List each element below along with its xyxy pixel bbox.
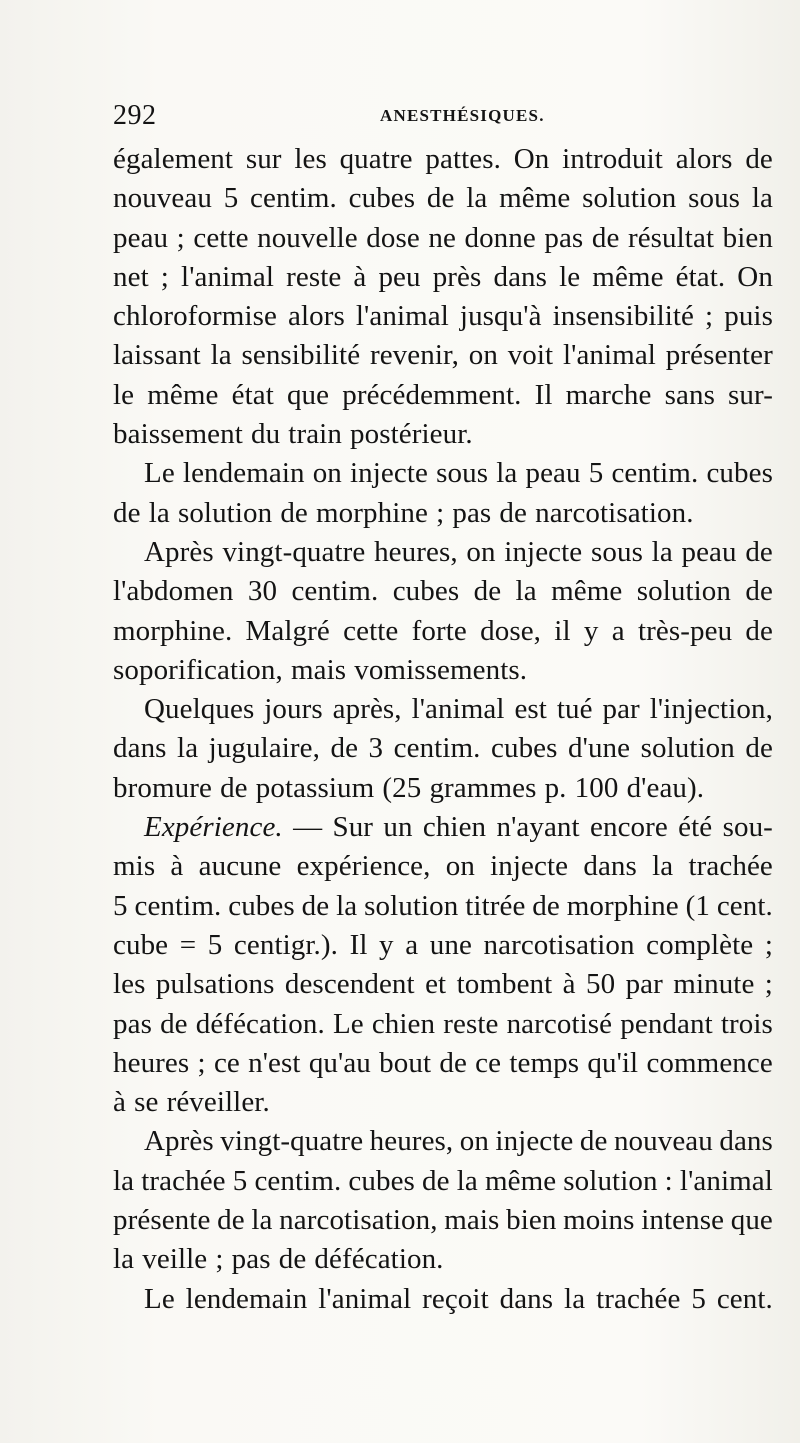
running-head: ANESTHÉSIQUES. xyxy=(380,106,545,125)
text-line: l'abdomen 30 centim. cubes de la même solution de xyxy=(113,575,773,608)
text-line: Quelques jours après, l'animal est tué par l'injection, xyxy=(144,693,773,726)
text-line: également sur les quatre pattes. On introduit alors de xyxy=(113,143,773,175)
text-line: baissement du train postérieur. xyxy=(113,418,473,451)
page-header xyxy=(113,98,773,134)
text-line: pas de défécation. Le chien reste narcotisé pendant trois xyxy=(113,1007,773,1040)
text-line: chloroformise alors l'animal jusqu'à insensibilité ; puis xyxy=(113,300,773,333)
text-line: net ; l'animal reste à peu près dans le même état. On xyxy=(113,260,773,293)
page-number: 292 xyxy=(113,100,157,131)
text-line: 5 centim. cubes de la solution titrée de morphine (1 cent. xyxy=(113,889,773,922)
text-line: bromure de potassium (25 grammes p. 100 d'eau). xyxy=(113,771,705,804)
text-line: heures ; ce n'est qu'au bout de ce temps qu'il commence xyxy=(113,1046,773,1079)
text-line: dans la jugulaire, de 3 centim. cubes d'une solution de xyxy=(113,732,773,765)
text-line: Expérience. — Sur un chien n'ayant encore été sou- xyxy=(144,811,773,844)
text-line: de la solution de morphine ; pas de narcotisation. xyxy=(113,496,694,529)
text-line: Le lendemain l'animal reçoit dans la trachée 5 cent. xyxy=(144,1282,773,1315)
text-line: les pulsations descendent et tombent à 50 par minute ; xyxy=(113,968,773,1001)
text-line: la trachée 5 centim. cubes de la même solution : l'animal xyxy=(113,1164,773,1197)
text-line: morphine. Malgré cette forte dose, il y a très-peu de xyxy=(113,614,773,647)
text-line: Après vingt-quatre heures, on injecte sous la peau de xyxy=(144,535,773,568)
text-line: Après vingt-quatre heures, on injecte de nouveau dans xyxy=(144,1125,773,1158)
text-line: soporification, mais vomissements. xyxy=(113,653,528,686)
text-line: Le lendemain on injecte sous la peau 5 centim. cubes xyxy=(144,457,773,490)
text-line: nouveau 5 centim. cubes de la même solution sous la xyxy=(113,182,773,215)
body-text xyxy=(113,140,773,1319)
text-line: laissant la sensibilité revenir, on voit l'animal présenter xyxy=(113,339,773,372)
text-line: peau ; cette nouvelle dose ne donne pas de résultat bien xyxy=(113,221,773,254)
text-line: mis à aucune expérience, on injecte dans la trachée xyxy=(113,850,773,883)
text-line: le même état que précédemment. Il marche sans sur- xyxy=(113,378,773,411)
text-line: à se réveiller. xyxy=(113,1086,270,1119)
text-line: la veille ; pas de défécation. xyxy=(113,1243,444,1276)
text-line: cube = 5 centigr.). Il y a une narcotisation complète ; xyxy=(113,928,773,961)
text-line: présente de la narcotisation, mais bien moins intense que xyxy=(113,1204,773,1237)
